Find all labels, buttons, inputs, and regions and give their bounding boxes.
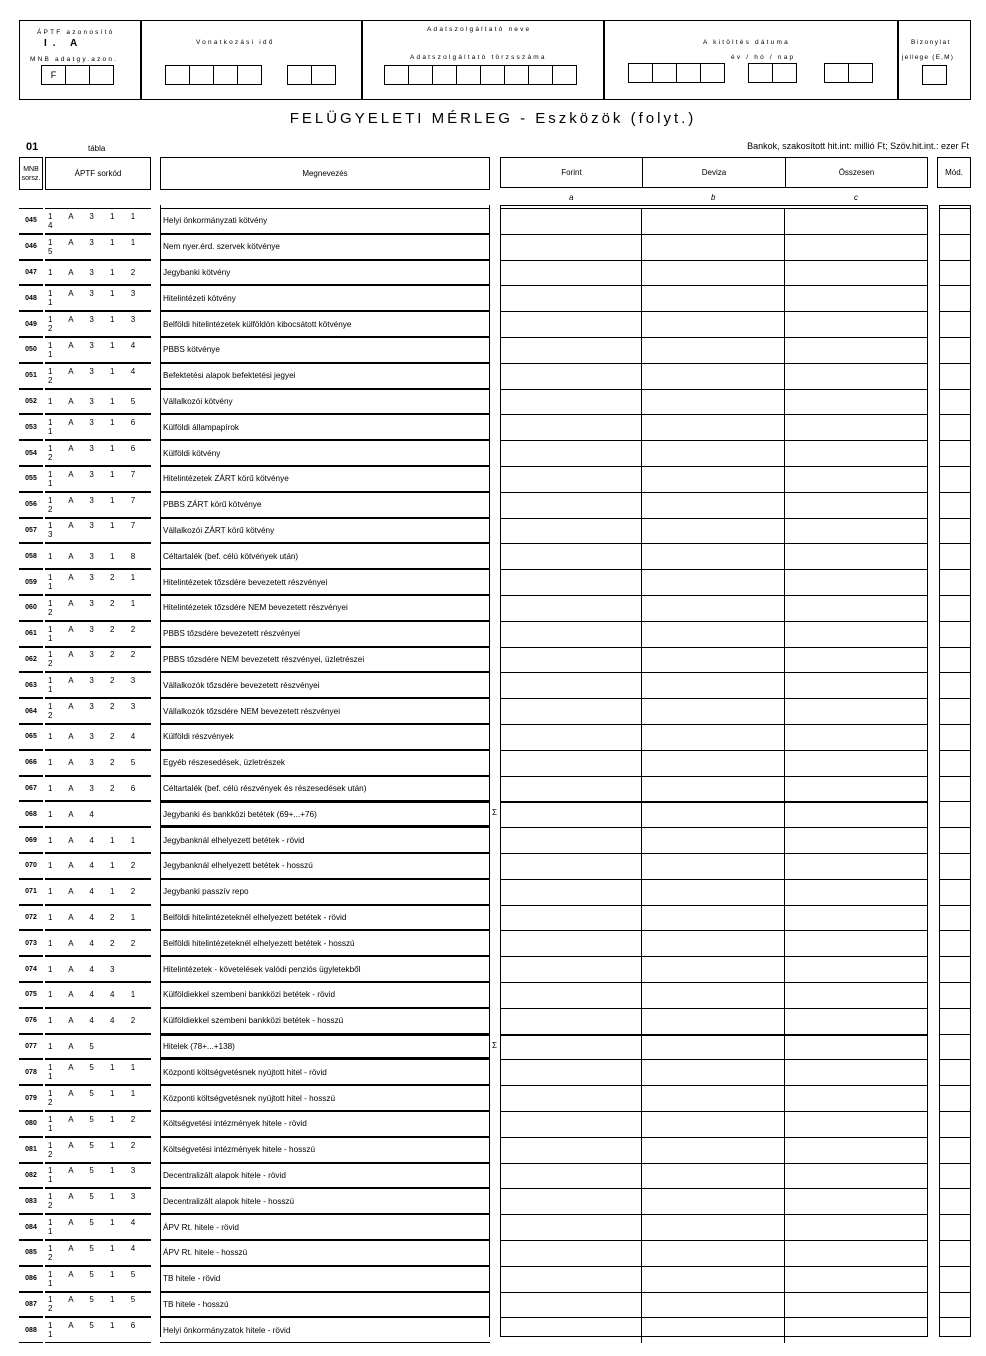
provider-reg-box[interactable] (528, 65, 553, 85)
row-name: PBBS ZÁRT körű kötvénye (160, 492, 490, 518)
row-number: 063 (19, 672, 43, 698)
row-code: 1 A 4 1 1 (45, 827, 151, 853)
row-name: Külföldi állampapírok (160, 414, 490, 440)
row-code: 1 A 3 1 5 (45, 389, 151, 415)
row-number: 048 (19, 285, 43, 311)
row-number: 077 (19, 1034, 43, 1060)
row-code: 1 A 4 (45, 801, 151, 827)
row-number: 075 (19, 982, 43, 1008)
row-code: 1 A 4 2 2 (45, 930, 151, 956)
row-code: 1 A 4 4 2 (45, 1008, 151, 1034)
aptf-label: ÁPTF azonosító (37, 29, 115, 36)
row-name: ÁPV Rt. hitele - rövid (160, 1214, 490, 1240)
row-code: 1 A 5 1 1 1 (45, 1059, 151, 1085)
col-mnb-label: MNB sorsz. (21, 165, 41, 182)
row-code: 1 A 3 1 2 (45, 260, 151, 286)
row-number: 078 (19, 1059, 43, 1085)
row-number: 062 (19, 647, 43, 673)
row-number: 046 (19, 234, 43, 260)
row-code: 1 A 3 1 7 2 (45, 492, 151, 518)
row-code: 1 A 3 2 2 1 (45, 621, 151, 647)
row-number: 076 (19, 1008, 43, 1034)
row-number: 057 (19, 518, 43, 544)
provider-reg-box[interactable] (480, 65, 505, 85)
col-osszesen-label: Összesen (838, 168, 875, 177)
row-number: 069 (19, 827, 43, 853)
row-number: 053 (19, 414, 43, 440)
row-number: 084 (19, 1214, 43, 1240)
provider-reg-box[interactable] (384, 65, 409, 85)
row-code: 1 A 5 1 2 1 (45, 1111, 151, 1137)
header-divider (140, 20, 142, 100)
row-number: 066 (19, 750, 43, 776)
row-name: Decentralizált alapok hitele - hosszú (160, 1188, 490, 1214)
provider-name-label: Adatszolgáltató neve (427, 26, 532, 33)
col-sub-b: b (711, 193, 716, 202)
row-name: PBBS tőzsdére NEM bevezetett részvényei, üzletrészei (160, 647, 490, 673)
row-code: 1 A 5 1 2 2 (45, 1137, 151, 1163)
col-header-forint (500, 157, 643, 188)
row-number: 081 (19, 1137, 43, 1163)
period-box[interactable] (213, 65, 238, 85)
provider-reg-box[interactable] (552, 65, 577, 85)
row-name: Vállalkozók tőzsdére NEM bevezetett részvényei (160, 698, 490, 724)
row-code: 1 A 5 1 3 1 (45, 1163, 151, 1189)
row-code: 1 A 4 1 2 (45, 879, 151, 905)
row-code: 1 A 4 1 2 (45, 853, 151, 879)
row-name: Belföldi hitelintézeteknél elhelyezett betétek - hosszú (160, 930, 490, 956)
row-code: 1 A 5 1 4 2 (45, 1240, 151, 1266)
row-code: 1 A 3 2 3 1 (45, 672, 151, 698)
row-name: Belföldi hitelintézeteknél elhelyezett betétek - rövid (160, 905, 490, 931)
report-type-sub: jellege (E,M) (902, 54, 955, 61)
row-number: 049 (19, 311, 43, 337)
row-name: Jegybanknál elhelyezett betétek - rövid (160, 827, 490, 853)
page-title: FELÜGYELETI MÉRLEG - Eszközök (folyt.) (289, 110, 697, 127)
row-code: 1 A 3 1 4 2 (45, 363, 151, 389)
units-note: Bankok, szakosított hit.int: millió Ft; Szöv.hit.int.: ezer Ft (747, 141, 969, 151)
period-box[interactable] (237, 65, 262, 85)
period-box[interactable] (189, 65, 214, 85)
mnb-id-box[interactable] (41, 65, 66, 85)
mnb-id-box[interactable] (89, 65, 114, 85)
row-code: 1 A 5 1 1 2 (45, 1085, 151, 1111)
row-number: 074 (19, 956, 43, 982)
header-divider (897, 20, 899, 100)
provider-reg-box[interactable] (408, 65, 433, 85)
row-code: 1 A 4 2 1 (45, 905, 151, 931)
row-name: Jegybanki és bankközi betétek (69+...+76) (160, 801, 490, 827)
sigma-marker: Σ (492, 808, 497, 818)
col-aptf-label: ÁPTF sorkód (74, 169, 122, 178)
row-code: 1 A 3 1 1 4 (45, 208, 151, 234)
aptf-value: I. A (44, 38, 84, 49)
row-name: Külföldi kötvény (160, 440, 490, 466)
row-number: 083 (19, 1188, 43, 1214)
name-frame (160, 205, 490, 1337)
row-code: 1 A 3 1 4 1 (45, 337, 151, 363)
row-code: 1 A 3 2 2 2 (45, 647, 151, 673)
row-code: 1 A 3 2 1 2 (45, 595, 151, 621)
row-code: 1 A 5 1 5 1 (45, 1266, 151, 1292)
row-number: 050 (19, 337, 43, 363)
row-name: Központi költségvetésnek nyújtott hitel - hosszú (160, 1085, 490, 1111)
col-mod-label: Mód. (945, 168, 963, 177)
row-number: 061 (19, 621, 43, 647)
row-number: 067 (19, 776, 43, 802)
provider-reg-box[interactable] (456, 65, 481, 85)
row-code: 1 A 3 1 7 3 (45, 518, 151, 544)
fill-date-box[interactable] (628, 63, 653, 83)
row-name: PBBS kötvénye (160, 337, 490, 363)
grid-frame (500, 205, 928, 1337)
mod-frame (939, 205, 971, 1337)
fill-date-box[interactable] (824, 63, 849, 83)
row-name: Külföldiekkel szembeni bankközi betétek - hosszú (160, 1008, 490, 1034)
row-name: Költségvetési intézmények hitele - rövid (160, 1111, 490, 1137)
period-box[interactable] (287, 65, 312, 85)
report-type-label: Bizonylat (911, 39, 951, 46)
row-name: Céltartalék (bef. célú kötvények után) (160, 543, 490, 569)
period-label: Vonatkozási idő (196, 39, 275, 46)
row-name: Helyi önkormányzati kötvény (160, 208, 490, 234)
row-number: 086 (19, 1266, 43, 1292)
row-code: 1 A 5 1 4 1 (45, 1214, 151, 1240)
header-divider (603, 20, 605, 100)
report-type-box[interactable] (922, 65, 947, 85)
col-sub-a: a (569, 193, 574, 202)
row-code: 1 A 5 1 6 1 (45, 1317, 151, 1343)
row-number: 080 (19, 1111, 43, 1137)
mnb-value: F (50, 70, 57, 80)
fill-date-box[interactable] (676, 63, 701, 83)
row-name: Céltartalék (bef. célú részvények és részesedések után) (160, 776, 490, 802)
row-number: 055 (19, 466, 43, 492)
fill-date-box[interactable] (700, 63, 725, 83)
row-name: Külföldi részvények (160, 724, 490, 750)
row-number: 047 (19, 260, 43, 286)
fill-date-box[interactable] (652, 63, 677, 83)
row-code: 1 A 3 2 4 (45, 724, 151, 750)
row-name: Jegybanknál elhelyezett betétek - hosszú (160, 853, 490, 879)
fill-date-box[interactable] (772, 63, 797, 83)
row-name: Vállalkozók tőzsdére bevezetett részvényei (160, 672, 490, 698)
table-word: tábla (88, 144, 106, 153)
row-code: 1 A 3 1 8 (45, 543, 151, 569)
mnb-label: MNB adatgy.azon. (30, 56, 119, 63)
mnb-id-box[interactable] (65, 65, 90, 85)
row-code: 1 A 3 2 3 2 (45, 698, 151, 724)
row-number: 073 (19, 930, 43, 956)
provider-reg-box[interactable] (432, 65, 457, 85)
col-deviza-label: Deviza (701, 168, 727, 177)
row-code: 1 A 3 2 5 (45, 750, 151, 776)
row-name: Jegybanki kötvény (160, 260, 490, 286)
col-name-label: Megnevezés (302, 169, 348, 178)
row-number: 054 (19, 440, 43, 466)
row-number: 060 (19, 595, 43, 621)
row-name: Hitelintézetek tőzsdére bevezetett részvényei (160, 569, 490, 595)
row-number: 051 (19, 363, 43, 389)
row-number: 056 (19, 492, 43, 518)
row-name: Vállalkozói ZÁRT körű kötvény (160, 518, 490, 544)
col-header-osszesen (785, 157, 928, 188)
row-name: Hitelintézetek tőzsdére NEM bevezetett részvényei (160, 595, 490, 621)
row-name: Helyi önkormányzatok hitele - rövid (160, 1317, 490, 1343)
col-header-mnb (19, 157, 43, 190)
row-name: PBBS tőzsdére bevezetett részvényei (160, 621, 490, 647)
row-name: Befektetési alapok befektetési jegyei (160, 363, 490, 389)
header-divider (361, 20, 363, 100)
col-header-deviza (642, 157, 786, 188)
row-number: 058 (19, 543, 43, 569)
col-header-name (160, 157, 490, 190)
col-forint-label: Forint (561, 168, 582, 177)
row-name: TB hitele - rövid (160, 1266, 490, 1292)
col-header-aptf (45, 157, 151, 190)
row-number: 079 (19, 1085, 43, 1111)
row-name: Központi költségvetésnek nyújtott hitel - rövid (160, 1059, 490, 1085)
provider-reg-label: Adatszolgáltató törzsszáma (410, 54, 547, 61)
row-code: 1 A 4 3 (45, 956, 151, 982)
row-number: 052 (19, 389, 43, 415)
row-number: 072 (19, 905, 43, 931)
row-name: Belföldi hitelintézetek külföldön kibocsátott kötvénye (160, 311, 490, 337)
col-sub-c: c (854, 193, 858, 202)
fill-date-format: év / hó / nap (731, 54, 796, 61)
row-name: Vállalkozói kötvény (160, 389, 490, 415)
table-number: 01 (26, 141, 39, 153)
row-code: 1 A 3 2 1 1 (45, 569, 151, 595)
row-number: 059 (19, 569, 43, 595)
row-number: 082 (19, 1163, 43, 1189)
period-box[interactable] (311, 65, 336, 85)
row-code: 1 A 3 1 3 2 (45, 311, 151, 337)
fill-date-label: A kitöltés dátuma (703, 39, 790, 46)
row-name: Külföldiekkel szembeni bankközi betétek - rövid (160, 982, 490, 1008)
row-name: Hitelintézetek ZÁRT körű kötvénye (160, 466, 490, 492)
row-code: 1 A 3 2 6 (45, 776, 151, 802)
fill-date-box[interactable] (748, 63, 773, 83)
row-number: 070 (19, 853, 43, 879)
row-number: 088 (19, 1317, 43, 1343)
period-box[interactable] (165, 65, 190, 85)
row-name: TB hitele - hosszú (160, 1292, 490, 1318)
row-number: 087 (19, 1292, 43, 1318)
provider-reg-box[interactable] (504, 65, 529, 85)
row-number: 085 (19, 1240, 43, 1266)
row-name: Egyéb részesedések, üzletrészek (160, 750, 490, 776)
row-code: 1 A 3 1 1 5 (45, 234, 151, 260)
row-name: Hitelintézetek - követelések valódi penziós ügyletekből (160, 956, 490, 982)
row-code: 1 A 3 1 6 1 (45, 414, 151, 440)
sigma-marker: Σ (492, 1040, 497, 1050)
row-code: 1 A 4 4 1 (45, 982, 151, 1008)
row-name: Költségvetési intézmények hitele - hosszú (160, 1137, 490, 1163)
row-number: 071 (19, 879, 43, 905)
row-code: 1 A 5 (45, 1034, 151, 1060)
row-number: 065 (19, 724, 43, 750)
row-code: 1 A 5 1 5 2 (45, 1292, 151, 1318)
row-code: 1 A 5 1 3 2 (45, 1188, 151, 1214)
fill-date-box[interactable] (848, 63, 873, 83)
row-number: 064 (19, 698, 43, 724)
row-code: 1 A 3 1 6 2 (45, 440, 151, 466)
row-name: Jegybanki passzív repo (160, 879, 490, 905)
row-number: 068 (19, 801, 43, 827)
row-code: 1 A 3 1 3 1 (45, 285, 151, 311)
row-number: 045 (19, 208, 43, 234)
row-name: Hitelek (78+...+138) (160, 1034, 490, 1060)
row-code: 1 A 3 1 7 1 (45, 466, 151, 492)
col-header-mod (937, 157, 971, 188)
row-name: Decentralizált alapok hitele - rövid (160, 1163, 490, 1189)
row-name: Nem nyer.érd. szervek kötvénye (160, 234, 490, 260)
row-name: ÁPV Rt. hitele - hosszú (160, 1240, 490, 1266)
row-name: Hitelintézeti kötvény (160, 285, 490, 311)
